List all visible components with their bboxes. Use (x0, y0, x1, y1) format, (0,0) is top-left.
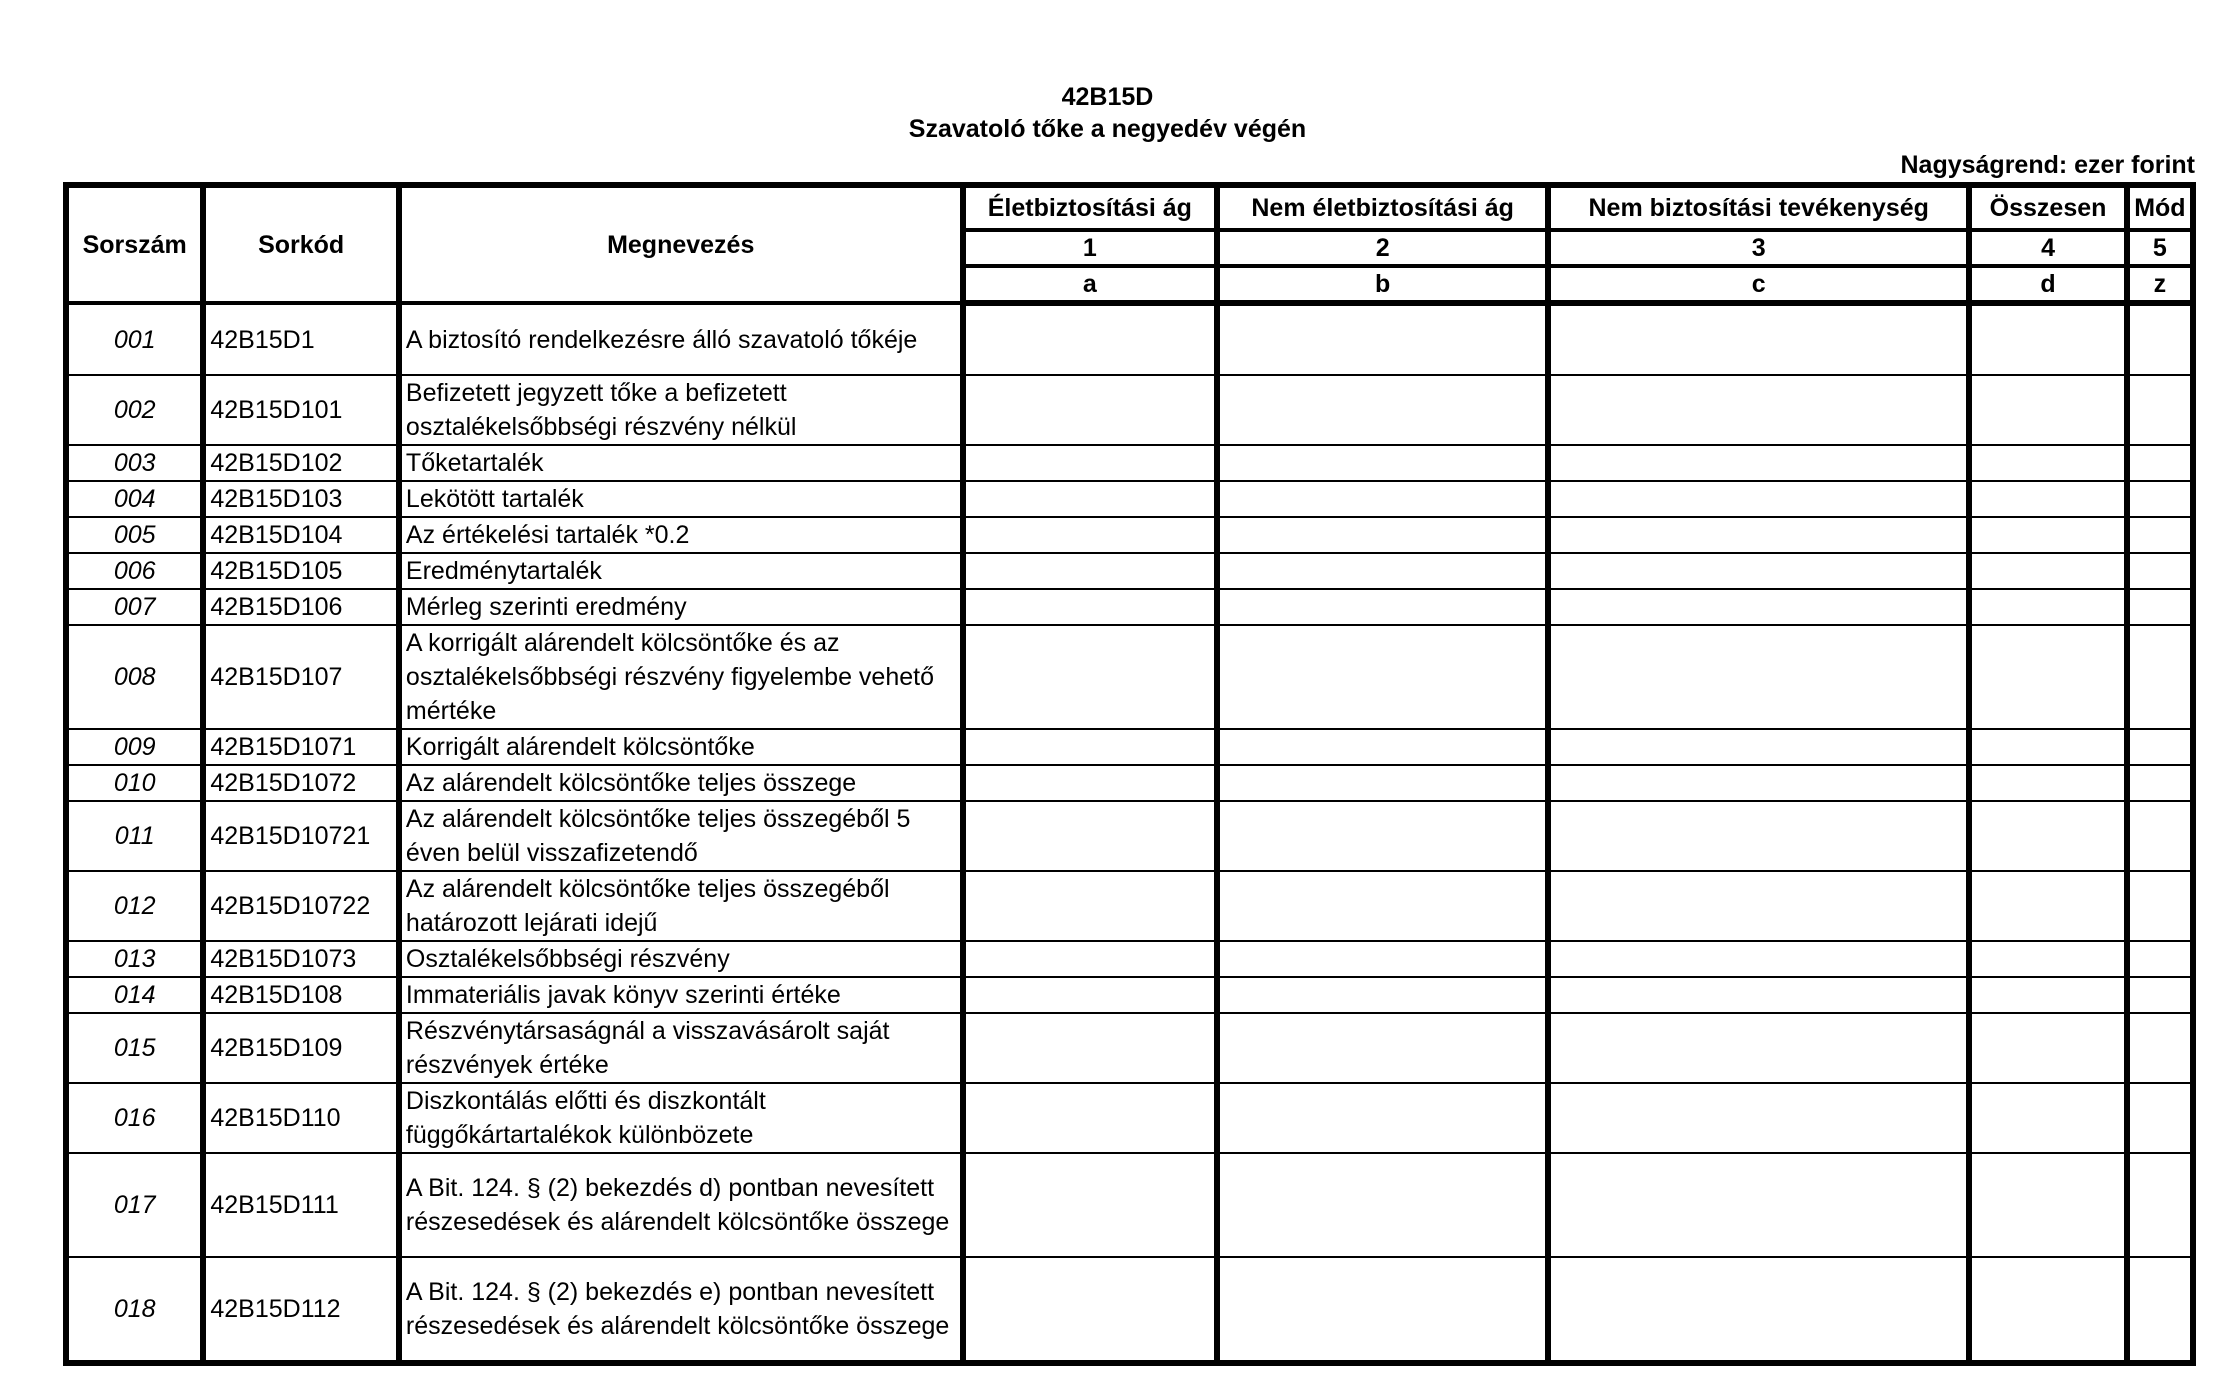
row-sorszam: 005 (66, 517, 203, 553)
table-row (66, 1153, 2193, 1257)
cell-mod[interactable] (2127, 625, 2193, 729)
cell-nem-biztositasi[interactable] (1548, 481, 1969, 517)
cell-nem-biztositasi[interactable] (1548, 445, 1969, 481)
cell-osszesen[interactable] (1969, 303, 2126, 375)
header-letter-d: d (1969, 266, 2126, 303)
cell-mod[interactable] (2127, 375, 2193, 445)
cell-nem-biztositasi[interactable] (1548, 1013, 1969, 1083)
cell-eletbiztositasi[interactable] (963, 303, 1218, 375)
cell-osszesen[interactable] (1969, 801, 2126, 871)
row-sorkod: 42B15D1 (203, 303, 399, 375)
row-megnevezes: A Bit. 124. § (2) bekezdés d) pontban nevesített részesedések és alárendelt kölcsöntőke összege (399, 1153, 963, 1257)
row-sorszam: 012 (66, 871, 203, 941)
cell-nem-eletbiztositasi[interactable] (1217, 481, 1548, 517)
row-megnevezes: Az alárendelt kölcsöntőke teljes összegéből 5 éven belül visszafizetendő (399, 801, 963, 871)
cell-osszesen[interactable] (1969, 375, 2126, 445)
cell-eletbiztositasi[interactable] (963, 445, 1218, 481)
row-sorszam: 004 (66, 481, 203, 517)
header-col-2: Nem életbiztosítási ág (1217, 185, 1548, 230)
table-row (66, 977, 2193, 1013)
cell-mod[interactable] (2127, 589, 2193, 625)
header-letter-a: a (963, 266, 1218, 303)
table-row (66, 729, 2193, 765)
row-megnevezes: Osztalékelsőbbségi részvény (399, 941, 963, 977)
cell-mod[interactable] (2127, 1257, 2193, 1363)
cell-osszesen[interactable] (1969, 517, 2126, 553)
row-sorkod: 42B15D106 (203, 589, 399, 625)
row-megnevezes: A Bit. 124. § (2) bekezdés e) pontban nevesített részesedések és alárendelt kölcsöntőke összege (399, 1257, 963, 1363)
header-sorkod: Sorkód (203, 185, 399, 303)
row-sorkod: 42B15D109 (203, 1013, 399, 1083)
cell-nem-biztositasi[interactable] (1548, 871, 1969, 941)
cell-eletbiztositasi[interactable] (963, 589, 1218, 625)
row-sorszam: 008 (66, 625, 203, 729)
table-row (66, 801, 2193, 871)
cell-mod[interactable] (2127, 445, 2193, 481)
row-sorszam: 014 (66, 977, 203, 1013)
row-sorkod: 42B15D1071 (203, 729, 399, 765)
cell-mod[interactable] (2127, 517, 2193, 553)
row-megnevezes: Tőketartalék (399, 445, 963, 481)
cell-osszesen[interactable] (1969, 1013, 2126, 1083)
cell-mod[interactable] (2127, 481, 2193, 517)
table-row (66, 625, 2193, 729)
cell-mod[interactable] (2127, 941, 2193, 977)
row-sorkod: 42B15D112 (203, 1257, 399, 1363)
cell-nem-eletbiztositasi[interactable] (1217, 977, 1548, 1013)
row-sorkod: 42B15D111 (203, 1153, 399, 1257)
table-row (66, 589, 2193, 625)
cell-nem-eletbiztositasi[interactable] (1217, 589, 1548, 625)
row-megnevezes: Immateriális javak könyv szerinti értéke (399, 977, 963, 1013)
cell-nem-eletbiztositasi[interactable] (1217, 729, 1548, 765)
header-num-5: 5 (2127, 230, 2193, 266)
header-num-3: 3 (1548, 230, 1969, 266)
cell-eletbiztositasi[interactable] (963, 729, 1218, 765)
row-sorkod: 42B15D103 (203, 481, 399, 517)
cell-osszesen[interactable] (1969, 445, 2126, 481)
cell-eletbiztositasi[interactable] (963, 801, 1218, 871)
cell-osszesen[interactable] (1969, 625, 2126, 729)
row-sorkod: 42B15D105 (203, 553, 399, 589)
row-megnevezes: Befizetett jegyzett tőke a befizetett osztalékelsőbbségi részvény nélkül (399, 375, 963, 445)
cell-eletbiztositasi[interactable] (963, 481, 1218, 517)
cell-mod[interactable] (2127, 765, 2193, 801)
row-sorkod: 42B15D1072 (203, 765, 399, 801)
cell-eletbiztositasi[interactable] (963, 625, 1218, 729)
form-code: 42B15D (1061, 83, 1154, 111)
table-row (66, 375, 2193, 445)
row-sorkod: 42B15D10721 (203, 801, 399, 871)
row-megnevezes: Az alárendelt kölcsöntőke teljes összegéből határozott lejárati idejű (399, 871, 963, 941)
table-body (66, 303, 2193, 1363)
table-row (66, 445, 2193, 481)
unit-label: Nagyságrend: ezer forint (1900, 151, 2195, 179)
row-sorszam: 011 (66, 801, 203, 871)
row-sorkod: 42B15D108 (203, 977, 399, 1013)
table-row (66, 553, 2193, 589)
cell-nem-biztositasi[interactable] (1548, 801, 1969, 871)
cell-nem-eletbiztositasi[interactable] (1217, 801, 1548, 871)
cell-osszesen[interactable] (1969, 589, 2126, 625)
row-sorkod: 42B15D101 (203, 375, 399, 445)
row-sorkod: 42B15D1073 (203, 941, 399, 977)
row-megnevezes: Eredménytartalék (399, 553, 963, 589)
cell-nem-eletbiztositasi[interactable] (1217, 1153, 1548, 1257)
header-sorszam: Sorszám (66, 185, 203, 303)
cell-nem-eletbiztositasi[interactable] (1217, 445, 1548, 481)
cell-eletbiztositasi[interactable] (963, 517, 1218, 553)
cell-osszesen[interactable] (1969, 729, 2126, 765)
row-sorszam: 013 (66, 941, 203, 977)
row-sorkod: 42B15D110 (203, 1083, 399, 1153)
table-row (66, 1013, 2193, 1083)
row-megnevezes: A korrigált alárendelt kölcsöntőke és az osztalékelsőbbségi részvény figyelembe vehető mértéke (399, 625, 963, 729)
cell-mod[interactable] (2127, 1013, 2193, 1083)
row-sorszam: 007 (66, 589, 203, 625)
cell-nem-eletbiztositasi[interactable] (1217, 871, 1548, 941)
cell-nem-biztositasi[interactable] (1548, 303, 1969, 375)
cell-mod[interactable] (2127, 977, 2193, 1013)
cell-mod[interactable] (2127, 303, 2193, 375)
cell-eletbiztositasi[interactable] (963, 941, 1218, 977)
cell-nem-eletbiztositasi[interactable] (1217, 765, 1548, 801)
cell-nem-eletbiztositasi[interactable] (1217, 1257, 1548, 1363)
cell-mod[interactable] (2127, 1083, 2193, 1153)
row-megnevezes: Az értékelési tartalék *0.2 (399, 517, 963, 553)
cell-nem-biztositasi[interactable] (1548, 517, 1969, 553)
cell-osszesen[interactable] (1969, 765, 2126, 801)
cell-eletbiztositasi[interactable] (963, 1257, 1218, 1363)
cell-osszesen[interactable] (1969, 1083, 2126, 1153)
header-num-1: 1 (963, 230, 1218, 266)
header-megnevezes: Megnevezés (399, 185, 963, 303)
header-letter-c: c (1548, 266, 1969, 303)
header-col-3: Nem biztosítási tevékenység (1548, 185, 1969, 230)
cell-eletbiztositasi[interactable] (963, 977, 1218, 1013)
cell-mod[interactable] (2127, 553, 2193, 589)
row-sorszam: 017 (66, 1153, 203, 1257)
row-sorszam: 015 (66, 1013, 203, 1083)
table-row (66, 517, 2193, 553)
table-row (66, 1257, 2193, 1363)
row-megnevezes: Részvénytársaságnál a visszavásárolt saját részvények értéke (399, 1013, 963, 1083)
cell-nem-biztositasi[interactable] (1548, 1257, 1969, 1363)
cell-nem-biztositasi[interactable] (1548, 1153, 1969, 1257)
cell-osszesen[interactable] (1969, 553, 2126, 589)
cell-mod[interactable] (2127, 729, 2193, 765)
row-sorszam: 016 (66, 1083, 203, 1153)
cell-nem-eletbiztositasi[interactable] (1217, 375, 1548, 445)
cell-nem-eletbiztositasi[interactable] (1217, 303, 1548, 375)
cell-nem-biztositasi[interactable] (1548, 375, 1969, 445)
cell-nem-biztositasi[interactable] (1548, 765, 1969, 801)
cell-nem-eletbiztositasi[interactable] (1217, 1013, 1548, 1083)
cell-nem-biztositasi[interactable] (1548, 1083, 1969, 1153)
row-sorkod: 42B15D104 (203, 517, 399, 553)
header-num-2: 2 (1217, 230, 1548, 266)
report-table (63, 182, 2196, 1366)
cell-osszesen[interactable] (1969, 977, 2126, 1013)
row-sorkod: 42B15D102 (203, 445, 399, 481)
table-row (66, 871, 2193, 941)
row-megnevezes: A biztosító rendelkezésre álló szavatoló tőkéje (399, 303, 963, 375)
table-row (66, 303, 2193, 375)
row-megnevezes: Mérleg szerinti eredmény (399, 589, 963, 625)
header-letter-z: z (2127, 266, 2193, 303)
cell-nem-biztositasi[interactable] (1548, 941, 1969, 977)
cell-osszesen[interactable] (1969, 871, 2126, 941)
cell-osszesen[interactable] (1969, 941, 2126, 977)
cell-nem-eletbiztositasi[interactable] (1217, 1083, 1548, 1153)
row-megnevezes: Korrigált alárendelt kölcsöntőke (399, 729, 963, 765)
cell-eletbiztositasi[interactable] (963, 1153, 1218, 1257)
table-row (66, 765, 2193, 801)
cell-nem-biztositasi[interactable] (1548, 977, 1969, 1013)
cell-nem-biztositasi[interactable] (1548, 625, 1969, 729)
table-row (66, 941, 2193, 977)
cell-eletbiztositasi[interactable] (963, 871, 1218, 941)
row-sorkod: 42B15D10722 (203, 871, 399, 941)
header-num-4: 4 (1969, 230, 2126, 266)
row-sorszam: 003 (66, 445, 203, 481)
row-sorszam: 009 (66, 729, 203, 765)
table-row (66, 481, 2193, 517)
row-megnevezes: Diszkontálás előtti és diszkontált függőkártartalékok különbözete (399, 1083, 963, 1153)
row-sorszam: 010 (66, 765, 203, 801)
cell-nem-eletbiztositasi[interactable] (1217, 625, 1548, 729)
header-letter-b: b (1217, 266, 1548, 303)
cell-nem-eletbiztositasi[interactable] (1217, 553, 1548, 589)
row-sorszam: 001 (66, 303, 203, 375)
row-sorszam: 002 (66, 375, 203, 445)
cell-nem-eletbiztositasi[interactable] (1217, 517, 1548, 553)
cell-osszesen[interactable] (1969, 1257, 2126, 1363)
row-sorszam: 006 (66, 553, 203, 589)
row-sorkod: 42B15D107 (203, 625, 399, 729)
cell-eletbiztositasi[interactable] (963, 1013, 1218, 1083)
cell-mod[interactable] (2127, 1153, 2193, 1257)
cell-mod[interactable] (2127, 801, 2193, 871)
row-megnevezes: Az alárendelt kölcsöntőke teljes összege (399, 765, 963, 801)
cell-osszesen[interactable] (1969, 1153, 2126, 1257)
row-megnevezes: Lekötött tartalék (399, 481, 963, 517)
cell-osszesen[interactable] (1969, 481, 2126, 517)
header-col-1: Életbiztosítási ág (963, 185, 1218, 230)
table-row (66, 1083, 2193, 1153)
cell-nem-biztositasi[interactable] (1548, 553, 1969, 589)
cell-eletbiztositasi[interactable] (963, 1083, 1218, 1153)
cell-nem-eletbiztositasi[interactable] (1217, 941, 1548, 977)
row-sorszam: 018 (66, 1257, 203, 1363)
cell-eletbiztositasi[interactable] (963, 553, 1218, 589)
cell-mod[interactable] (2127, 871, 2193, 941)
header-col-4: Összesen (1969, 185, 2126, 230)
header-col-5: Mód (2127, 185, 2193, 230)
cell-nem-biztositasi[interactable] (1548, 589, 1969, 625)
cell-eletbiztositasi[interactable] (963, 375, 1218, 445)
cell-eletbiztositasi[interactable] (963, 765, 1218, 801)
form-title: Szavatoló tőke a negyedév végén (908, 115, 1307, 143)
cell-nem-biztositasi[interactable] (1548, 729, 1969, 765)
